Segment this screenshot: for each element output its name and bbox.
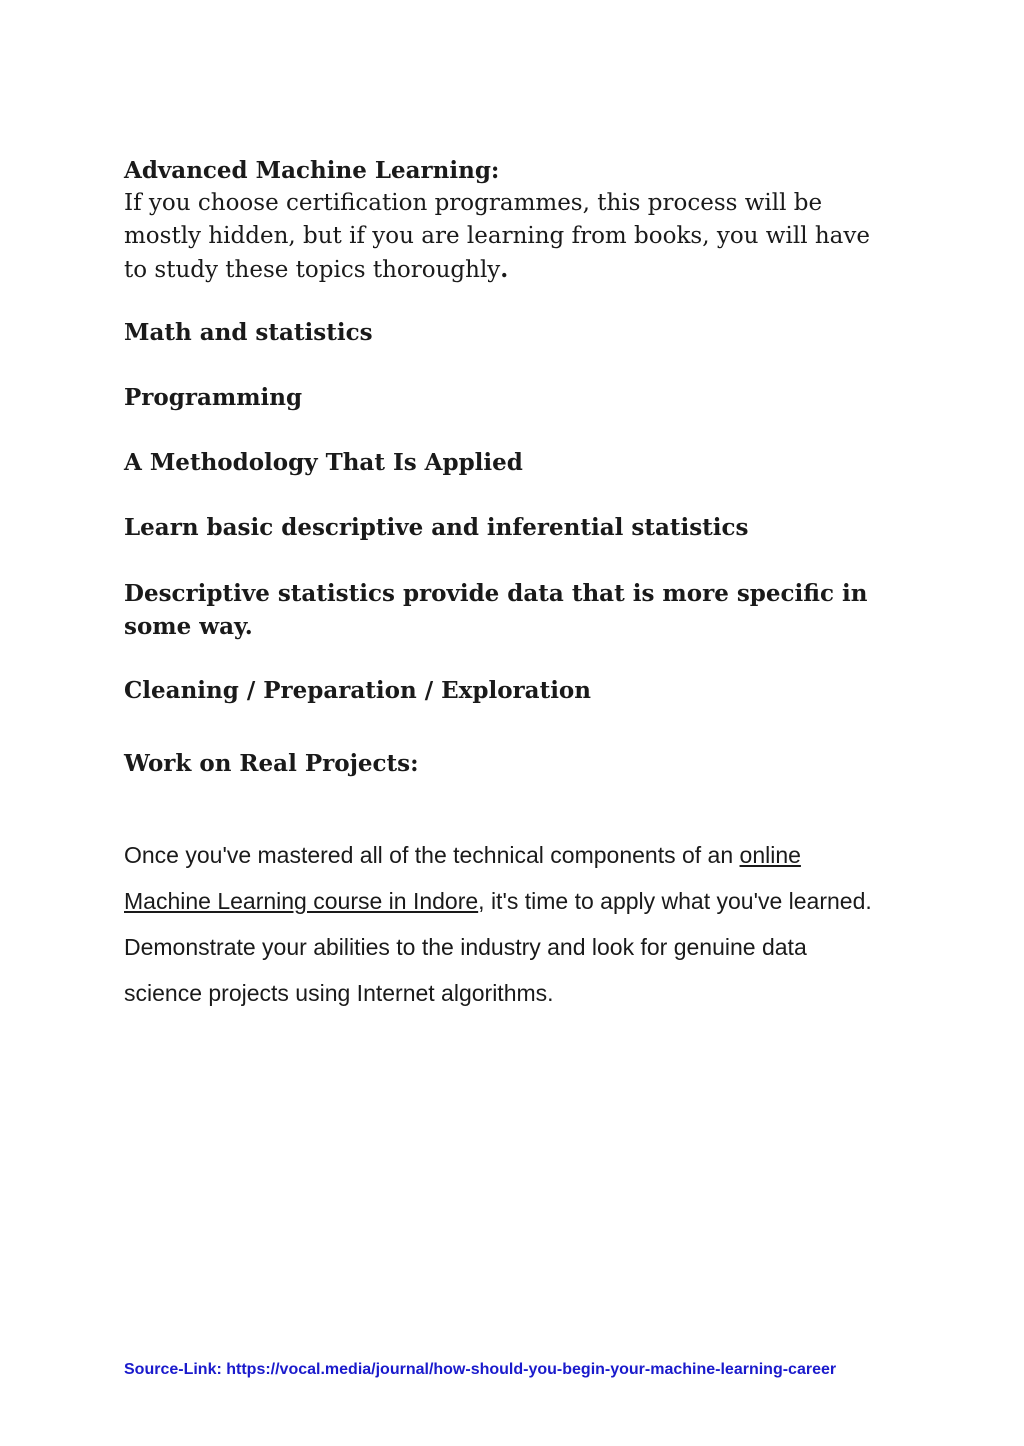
topic-heading: Programming	[124, 384, 303, 411]
source-link[interactable]: Source-Link: https://vocal.media/journal/how-should-you-begin-your-machine-learning-career	[124, 1361, 837, 1378]
body-paragraph	[124, 832, 884, 1016]
section-heading: Advanced Machine Learning:	[124, 157, 500, 184]
topic-heading: Math and statistics	[124, 319, 373, 346]
topic-heading: A Methodology That Is Applied	[124, 449, 523, 476]
topic-heading: Learn basic descriptive and inferential statistics	[124, 514, 749, 541]
section-intro	[124, 187, 884, 287]
topic-heading: Cleaning / Preparation / Exploration	[124, 677, 591, 704]
topic-heading: Work on Real Projects:	[124, 750, 419, 777]
intro-period: .	[500, 256, 509, 283]
paragraph-text-after: , it's time to apply what you've learned. Demonstrate your abilities to the industry and look for genuine data science projects using Internet algorithms.	[124, 888, 872, 1006]
topic-heading: Descriptive statistics provide data that is more specific in some way.	[124, 580, 868, 640]
paragraph-text-before: Once you've mastered all of the technical components of an	[124, 842, 740, 868]
advanced-ml-section	[124, 154, 884, 287]
intro-text: If you choose certification programmes, this process will be mostly hidden, but if you are learning from books, you will have to study these topics thoroughly	[124, 190, 870, 283]
course-link[interactable]: online Machine Learning course in Indore	[124, 842, 801, 914]
